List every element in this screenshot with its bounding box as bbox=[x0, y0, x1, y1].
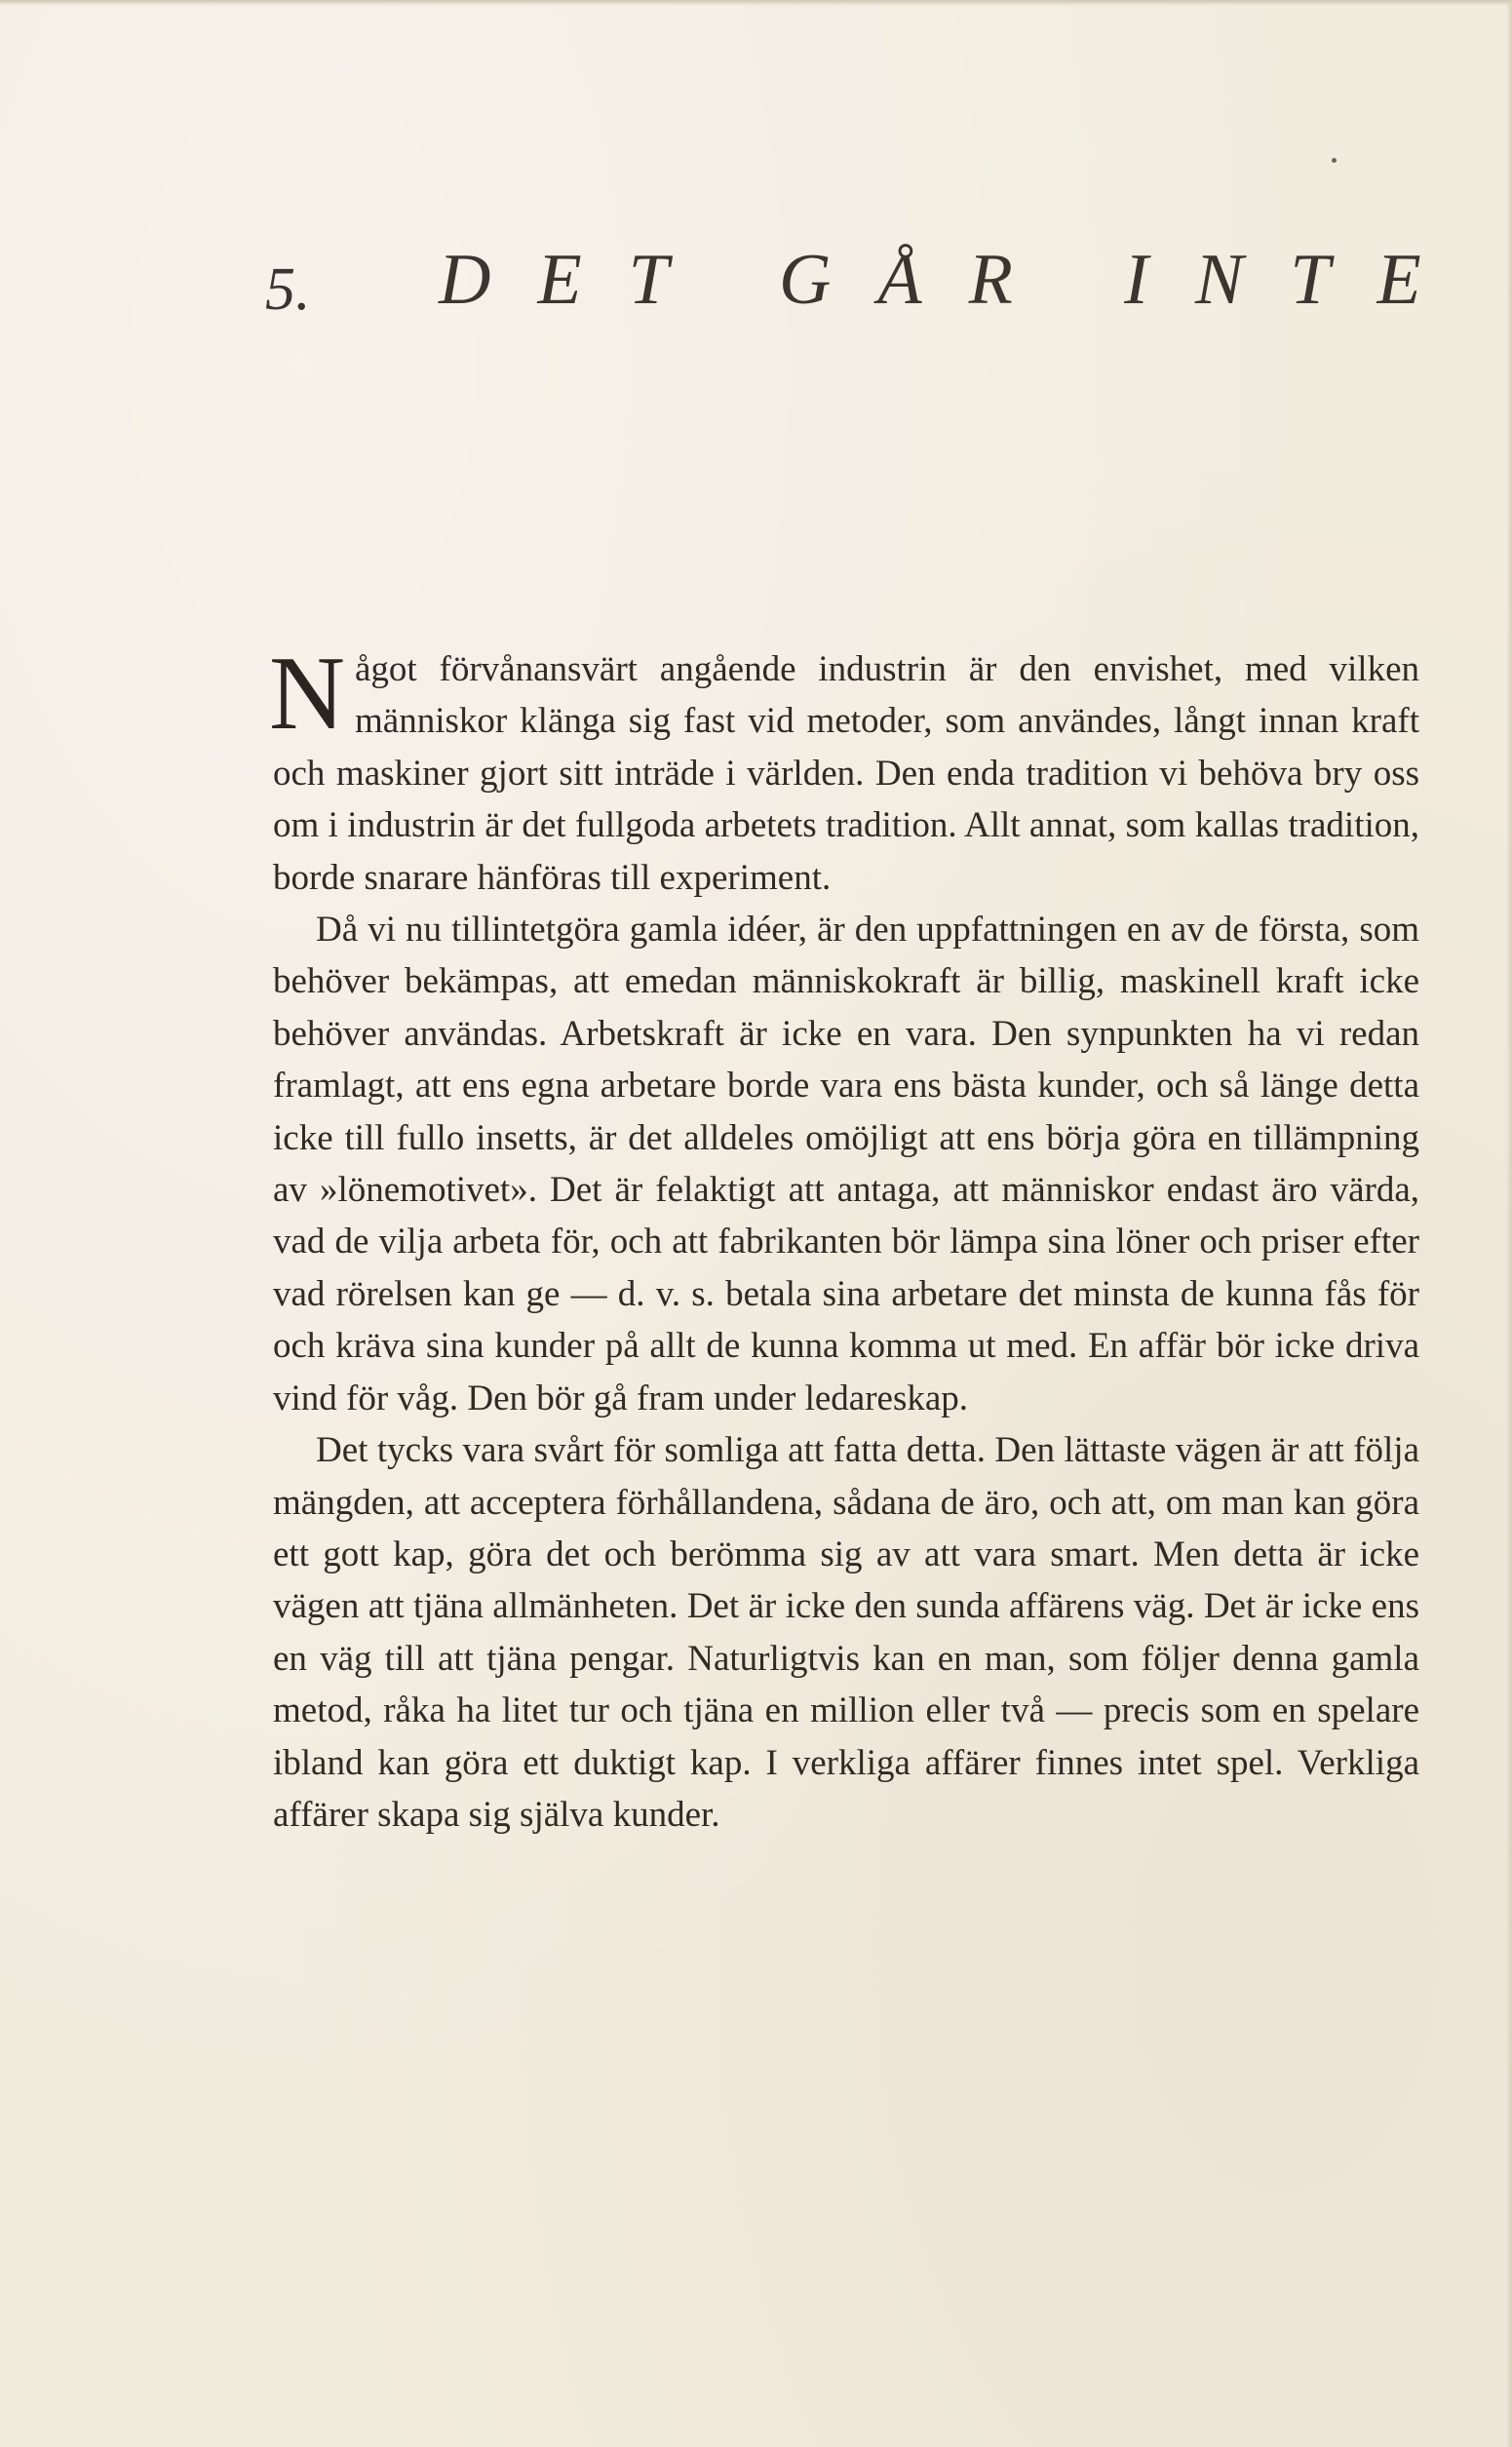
page-top-edge bbox=[0, 0, 1512, 6]
chapter-number: 5. bbox=[265, 256, 311, 323]
ink-speck bbox=[1332, 158, 1337, 163]
chapter-heading bbox=[265, 226, 1468, 333]
chapter-body bbox=[269, 636, 1419, 1841]
chapter-title: DET GÅR INTE bbox=[439, 240, 1468, 320]
paragraph-3: Det tycks vara svårt för somliga att fatta detta. Den lättaste vägen är att följa mängden, att acceptera förhållandena, sådana de äro, och att, om man kan göra ett gott kap, göra det och berömma sig av att vara smart. Men detta är icke vägen att tjäna allmänheten. Det är icke den sunda affärens väg. Det är icke ens en väg till att tjäna pengar. Naturligtvis kan en man, som följer denna gamla metod, råka ha litet tur och tjäna en million eller två — precis som en spelare ibland kan göra ett duktigt kap. I verkliga affärer finnes intet spel. Verkliga affärer skapa sig själva kunder. bbox=[273, 1430, 1419, 1835]
page-right-edge bbox=[1506, 0, 1512, 2447]
paragraph-1 bbox=[269, 636, 1419, 904]
drop-cap: N bbox=[269, 636, 345, 752]
paragraph-2: Då vi nu tillintetgöra gamla idéer, är den uppfattningen en av de första, som behöver bekämpas, att emedan människokraft är billig, maskinell kraft icke behöver användas. Arbetskraft är icke en vara. Den synpunkten ha vi redan framlagt, att ens egna arbetare borde vara ens bästa kunder, och så länge detta icke till fullo insetts, är det alldeles omöjligt att ens börja göra en tillämpning av »lönemotivet». Det är felaktigt att antaga, att människor endast äro värda, vad de vilja arbeta för, och att fabrikanten bör lämpa sina löner och priser efter vad rörelsen kan ge — d. v. s. betala sina arbetare det minsta de kunna fås för och kräva sina kunder på allt de kunna komma ut med. En affär bör icke driva vind för våg. Den bör gå fram under ledareskap. bbox=[273, 910, 1419, 1418]
paragraph-1-text: ågot förvånansvärt angående industrin är den envishet, med vilken människor klänga sig fast vid metoder, som användes, långt innan kraft och maskiner gjort sitt inträde i världen. Den enda tradition vi behöva bry oss om i industrin är det fullgoda arbetets tradition. Allt annat, som kallas tradition, borde snarare hänföras till experiment. bbox=[273, 649, 1419, 898]
